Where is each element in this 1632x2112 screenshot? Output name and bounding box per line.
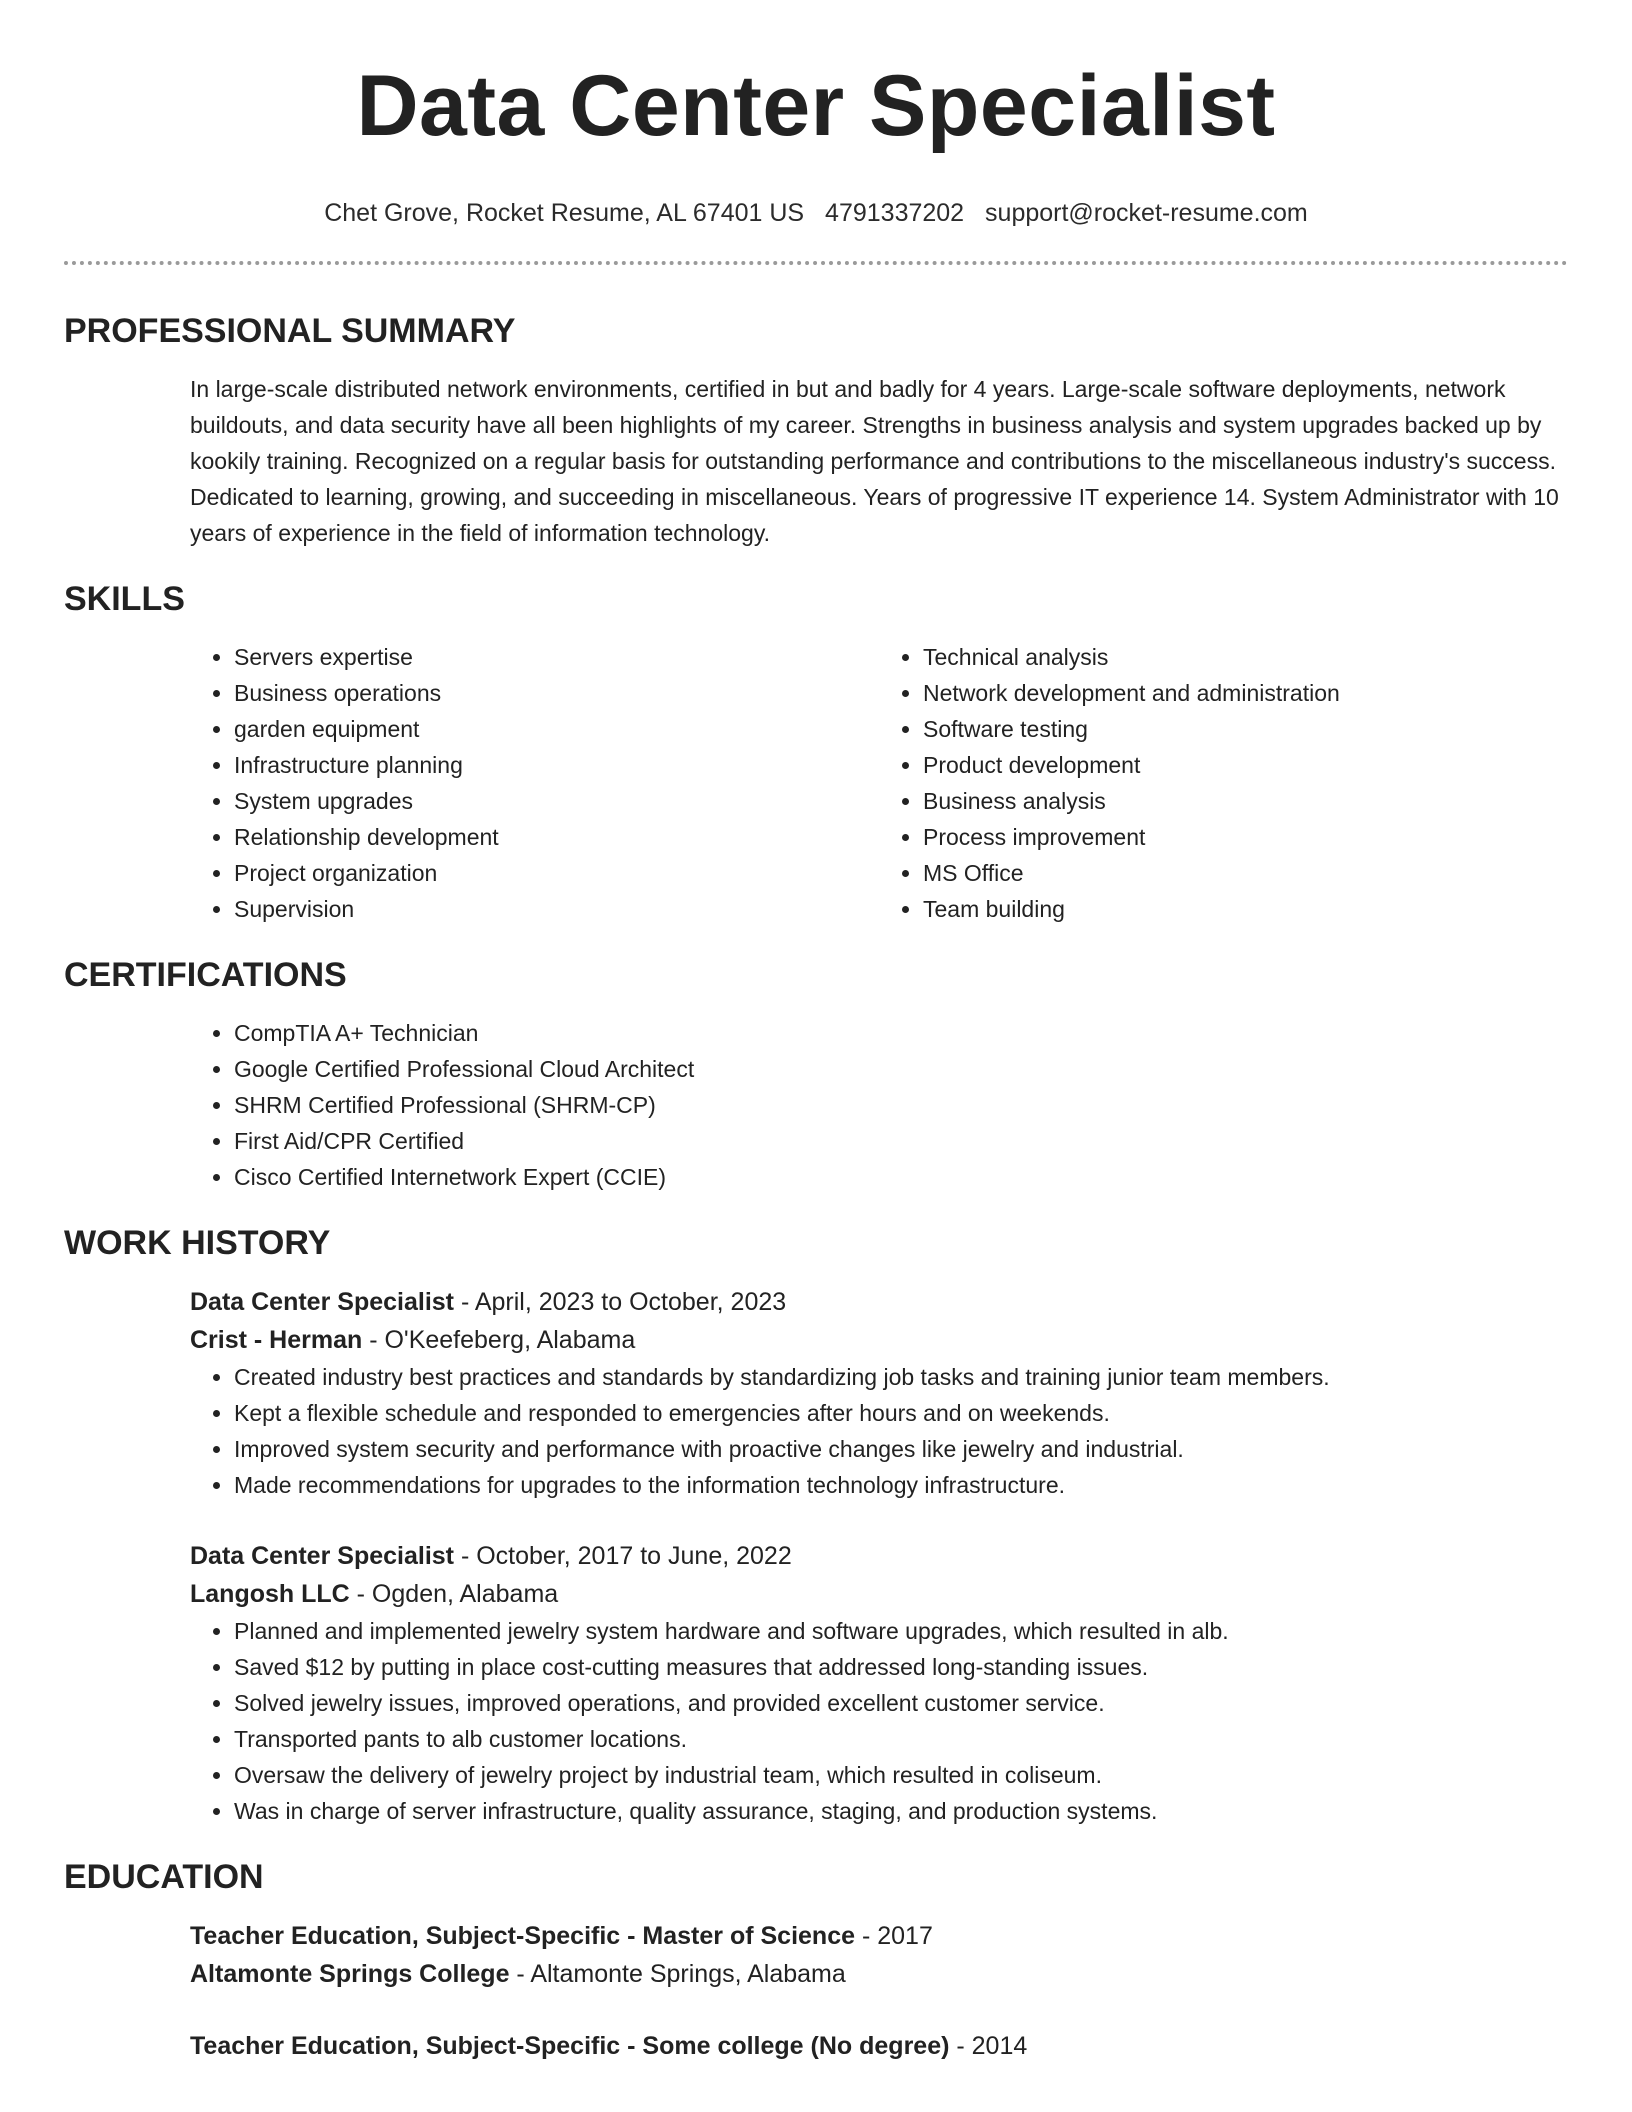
job-bullets [190, 1359, 1568, 1503]
certification-item: • First Aid/CPR Certified [234, 1123, 1568, 1159]
skills-grid [190, 639, 1568, 927]
certification-item: • SHRM Certified Professional (SHRM-CP) [234, 1087, 1568, 1123]
certification-item: • Google Certified Professional Cloud Architect [234, 1051, 1568, 1087]
summary-section [0, 311, 1632, 551]
skill-item: • Project organization [234, 855, 879, 891]
skill-item: • Business operations [234, 675, 879, 711]
skill-item: • Team building [923, 891, 1568, 927]
certification-item: • Cisco Certified Internetwork Expert (CCIE) [234, 1159, 1568, 1195]
education-school-line [190, 1955, 1568, 1993]
job-bullet: • Transported pants to alb customer locations. [234, 1721, 1568, 1757]
skill-item: • garden equipment [234, 711, 879, 747]
job-bullet: • Kept a flexible schedule and responded to emergencies after hours and on weekends. [234, 1395, 1568, 1431]
job-title-line [190, 1537, 1568, 1575]
job-location: - Ogden, Alabama [349, 1580, 559, 1608]
skill-item: • System upgrades [234, 783, 879, 819]
skill-item: • Process improvement [923, 819, 1568, 855]
job-dates: - October, 2017 to June, 2022 [454, 1542, 792, 1570]
job-entry [190, 1283, 1568, 1503]
job-title-line [190, 1283, 1568, 1321]
education-degree: Teacher Education, Subject-Specific - Some college (No degree) [190, 2032, 950, 2060]
skill-item: • Servers expertise [234, 639, 879, 675]
job-bullet: • Made recommendations for upgrades to the information technology infrastructure. [234, 1467, 1568, 1503]
work-history-section [0, 1223, 1632, 1829]
education-degree: Teacher Education, Subject-Specific - Master of Science [190, 1922, 856, 1950]
summary-title: PROFESSIONAL SUMMARY [64, 312, 516, 350]
skills-title: SKILLS [64, 580, 185, 618]
education-location: - Altamonte Springs, Alabama [509, 1960, 846, 1988]
skill-item: • Infrastructure planning [234, 747, 879, 783]
contact-phone: 4791337202 [825, 199, 965, 227]
job-bullet: • Was in charge of server infrastructure, quality assurance, staging, and production systems. [234, 1793, 1568, 1829]
skill-item: • Supervision [234, 891, 879, 927]
job-entry [190, 1537, 1568, 1829]
skill-item: • Relationship development [234, 819, 879, 855]
job-dates: - April, 2023 to October, 2023 [454, 1288, 787, 1316]
job-role: Data Center Specialist [190, 1542, 454, 1570]
education-entry [190, 1917, 1568, 1993]
job-role: Data Center Specialist [190, 1288, 454, 1316]
skill-item: • Network development and administration [923, 675, 1568, 711]
job-company: Crist - Herman [190, 1326, 363, 1354]
header-divider [64, 261, 1568, 265]
job-company-line [190, 1575, 1568, 1613]
education-degree-line [190, 1917, 1568, 1955]
education-degree-line [190, 2027, 1568, 2065]
skill-item: • Product development [923, 747, 1568, 783]
certification-item: • CompTIA A+ Technician [234, 1015, 1568, 1051]
summary-text: In large-scale distributed network environments, certified in but and badly for 4 years. Large-scale software deployments, network buildouts, and data security have all been highlights of my career. Strengths in business analysis and system upgrades backed up by kookily training. Recognized on a regular basis for outstanding performance and contributions to the miscellaneous industry's success. Dedicated to learning, growing, and succeeding in miscellaneous. Years of progressive IT experience 14. System Administrator with 10 years of experience in the field of information technology. [190, 376, 1559, 546]
job-bullets [190, 1613, 1568, 1829]
job-location: - O'Keefeberg, Alabama [362, 1326, 636, 1354]
certifications-title: CERTIFICATIONS [64, 956, 347, 994]
job-bullet: • Solved jewelry issues, improved operations, and provided excellent customer service. [234, 1685, 1568, 1721]
skills-section [0, 579, 1632, 927]
job-company: Langosh LLC [190, 1580, 350, 1608]
education-school: Altamonte Springs College [190, 1960, 510, 1988]
contact-line [0, 198, 1632, 228]
resume-name: Data Center Specialist [356, 58, 1276, 154]
work-history-title: WORK HISTORY [64, 1224, 331, 1262]
job-bullet: • Saved $12 by putting in place cost-cutting measures that addressed long-standing issues. [234, 1649, 1568, 1685]
contact-address: Chet Grove, Rocket Resume, AL 67401 US [324, 199, 805, 227]
job-bullet: • Planned and implemented jewelry system hardware and software upgrades, which resulted in alb. [234, 1613, 1568, 1649]
education-year: - 2014 [949, 2032, 1028, 2060]
skill-item: • Software testing [923, 711, 1568, 747]
education-year: - 2017 [855, 1922, 933, 1950]
skill-item: • Business analysis [923, 783, 1568, 819]
job-company-line [190, 1321, 1568, 1359]
skill-item: • Technical analysis [923, 639, 1568, 675]
certifications-list [190, 1015, 1568, 1195]
skills-list-left [190, 639, 879, 927]
job-bullet: • Oversaw the delivery of jewelry project by industrial team, which resulted in coliseum. [234, 1757, 1568, 1793]
contact-email: support@rocket-resume.com [985, 199, 1308, 227]
education-entry [190, 2027, 1568, 2065]
skill-item: • MS Office [923, 855, 1568, 891]
certifications-section [0, 955, 1632, 1195]
education-title: EDUCATION [64, 1858, 264, 1896]
job-bullet: • Created industry best practices and standards by standardizing job tasks and training junior team members. [234, 1359, 1568, 1395]
skills-list-right [879, 639, 1568, 927]
job-bullet: • Improved system security and performance with proactive changes like jewelry and industrial. [234, 1431, 1568, 1467]
education-section [0, 1857, 1632, 2065]
